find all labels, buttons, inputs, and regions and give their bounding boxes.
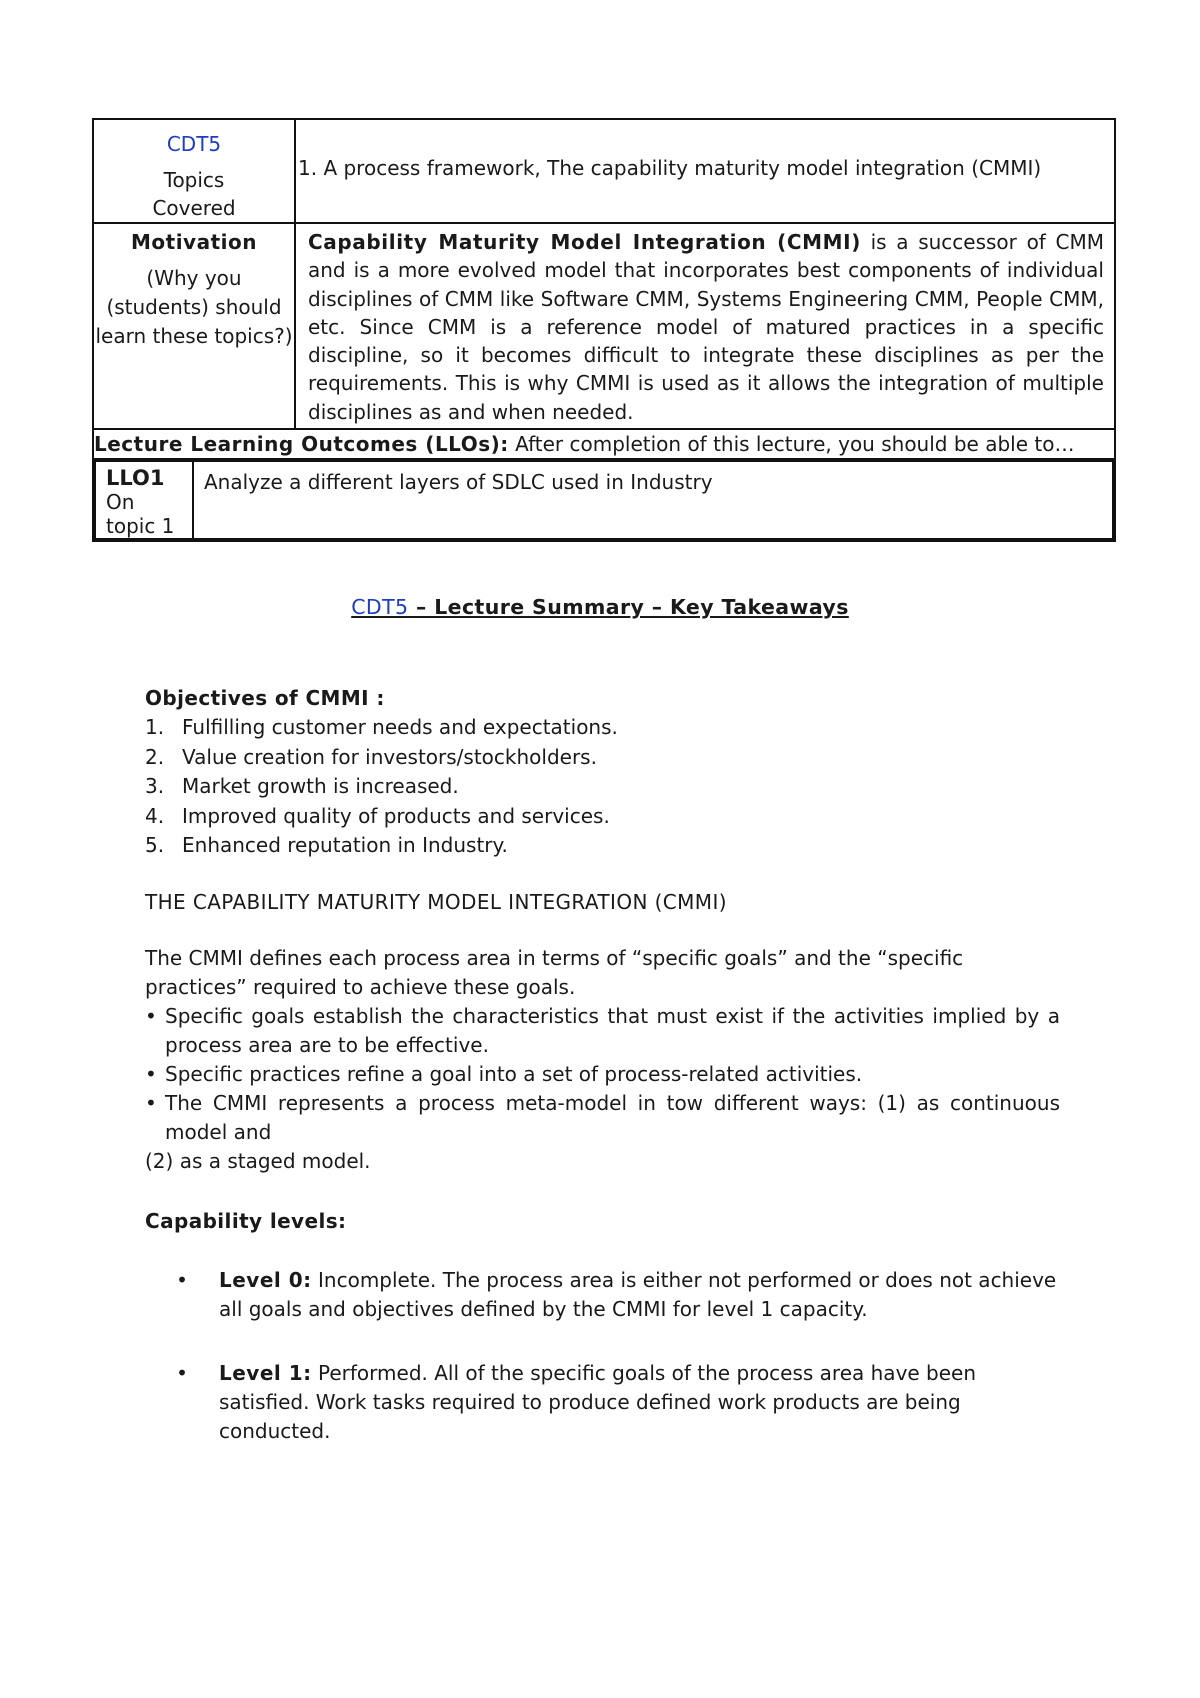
topics-label-line1: Topics [163,168,225,192]
topics-row [93,119,1115,223]
bullet-icon: • [145,1091,157,1115]
motivation-text: is a successor of CMM and is a more evolved model that incorporates best components of individual disciplines of CMM like Software CMM, Systems Engineering CMM, People CMM, etc. Since CMM is a reference model of matured practices in a specific discipline, so it becomes difficult to integrate these disciplines as per the requirements. This is why CMMI is used as it allows the integration of multiple disciplines as and when needed. [308,230,1104,424]
cmmi-bullets [145,1002,1060,1147]
level-text-wrap [219,1266,1060,1324]
bullet-icon: • [176,1361,188,1385]
level-label: Level 0: [219,1268,312,1292]
list-item [145,1002,1060,1060]
summary-heading [0,595,1200,619]
llo-heading-row [93,429,1115,459]
list-text: Enhanced reputation in Industry. [182,833,508,857]
list-item [145,1089,1060,1147]
bullet-text: The CMMI represents a process meta-model in tow different ways: (1) as continuous model and [165,1091,1060,1144]
level-text: Performed. All of the specific goals of the process area have been satisfied. Work tasks required to produce defined work products are being conducted. [219,1361,977,1443]
motivation-label: Motivation [131,230,257,254]
list-text: Market growth is increased. [182,774,459,798]
list-item [145,802,618,832]
motivation-label-cell [93,223,295,429]
objectives-list [145,713,618,861]
llo-topic: On topic 1 [106,490,175,539]
level-label: Level 1: [219,1361,312,1385]
level-text: Incomplete. The process area is either not performed or does not achieve all goals and objectives defined by the CMMI for level 1 capacity. [219,1268,1057,1321]
cdt-label: CDT5 [166,132,222,156]
bullet-text: Specific goals establish the characteristics that must exist if the activities implied by a process area are to be effective. [165,1004,1060,1057]
bullet-icon: • [176,1268,188,1292]
llo1-row [93,459,1115,541]
list-number: 4. [145,803,165,828]
capability-levels [145,1266,1060,1481]
level-text-wrap [219,1359,1060,1446]
cmmi-staged: (2) as a staged model. [145,1149,371,1173]
list-item [145,1060,1060,1089]
topics-label-line2: Covered [152,196,236,220]
list-item [145,713,618,743]
capability-heading: Capability levels: [145,1209,347,1233]
motivation-sub: (Why you (students) should learn these topics?) [95,266,293,348]
list-number: 2. [145,744,165,769]
list-text: Value creation for investors/stockholders. [182,744,597,769]
list-number: 3. [145,774,165,798]
motivation-text-cell [295,223,1115,429]
bullet-text: Specific practices refine a goal into a set of process-related activities. [165,1062,863,1086]
list-item [145,772,618,802]
llo-id: LLO1 [106,466,165,491]
llo1-inner-table [94,460,1114,540]
llo-text: Analyze a different layers of SDLC used in Industry [193,461,1113,539]
summary-rest: – Lecture Summary – Key Takeaways [408,595,849,619]
list-text: Fulfilling customer needs and expectations. [182,715,618,739]
list-item [145,743,618,773]
motivation-row [93,223,1115,429]
list-item [145,1266,1060,1324]
bullet-icon: • [145,1062,157,1086]
topics-text: 1. A process framework, The capability maturity model integration (CMMI) [295,119,1115,223]
motivation-bold: Capability Maturity Model Integration (CMMI) [308,230,861,254]
summary-cdt: CDT5 [351,595,409,619]
list-number: 1. [145,715,165,739]
llo-intro: After completion of this lecture, you should be able to… [508,432,1075,457]
llo-heading: Lecture Learning Outcomes (LLOs): [94,432,509,457]
topics-label-cell [93,119,295,223]
llo1-cell [93,459,1115,541]
cmmi-intro: The CMMI defines each process area in terms of “specific goals” and the “specific practices” required to achieve these goals. [145,946,964,999]
cmmi-heading: THE CAPABILITY MATURITY MODEL INTEGRATION (CMMI) [145,890,727,914]
list-item [145,831,618,861]
llo-heading-cell [93,429,1115,459]
objectives-heading: Objectives of CMMI : [145,686,385,710]
list-text: Improved quality of products and services. [182,803,610,828]
list-item [145,1359,1060,1446]
bullet-icon: • [145,1004,157,1028]
list-number: 5. [145,833,165,857]
lecture-info-table [92,118,1116,542]
llo1-label-cell [95,461,193,539]
